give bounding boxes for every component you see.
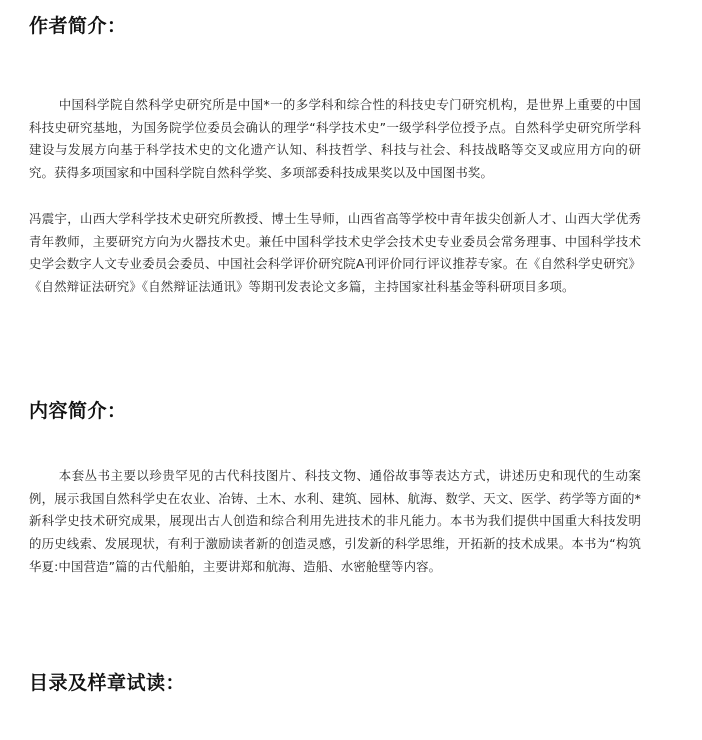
author-intro-paragraph-institute: 中国科学院自然科学史研究所是中国*一的多学科和综合性的科技史专门研究机构，是世界上重要的中国科技史研究基地，为国务院学位委员会确认的理学“科学技术史”一级学科学位授予点。自然科学史研究所学科建设与发展方向基于科学技术史的文化遗产认知、科技哲学、科技与社会、科技战略等交叉或应用方向的研究。获得多项国家和中国科学院自然科学奖、多项部委科技成果奖以及中国图书奖。 bbox=[29, 97, 641, 181]
author-intro-paragraph-author: 冯震宇，山西大学科学技术史研究所教授、博士生导师，山西省高等学校中青年拔尖创新人才、山西大学优秀青年教师，主要研究方向为火器技术史。兼任中国科学技术史学会技术史专业委员会常务理事、中国科学技术史学会数字人文专业委员会委员、中国社会科学评价研究院A刊评价同行评议推荐专家。在《自然科学史研究》《自然辩证法研究》《自然辩证法通讯》等期刊发表论文多篇，主持国家社科基金等科研项目多项。 bbox=[29, 211, 641, 295]
content-intro-heading: 内容简介： bbox=[29, 400, 127, 422]
author-intro-heading: 作者简介： bbox=[29, 15, 127, 37]
content-intro-paragraph: 本套丛书主要以珍贵罕见的古代科技图片、科技文物、通俗故事等表达方式，讲述历史和现代的生动案例，展示我国自然科学史在农业、冶铸、土木、水利、建筑、园林、航海、数学、天文、医学、药学等方面的*新科学史技术研究成果，展现出古人创造和综合利用先进技术的非凡能力。本书为我们提供中国重大科技发明的历史线索、发展现状，有利于激励读者新的创造灵感，引发新的科学思维，开拓新的技术成果。本书为“构筑华夏:中国营造”篇的古代船舶，主要讲郑和航海、造船、水密舱壁等内容。 bbox=[29, 468, 641, 574]
toc-sample-heading: 目录及样章试读： bbox=[29, 672, 186, 694]
